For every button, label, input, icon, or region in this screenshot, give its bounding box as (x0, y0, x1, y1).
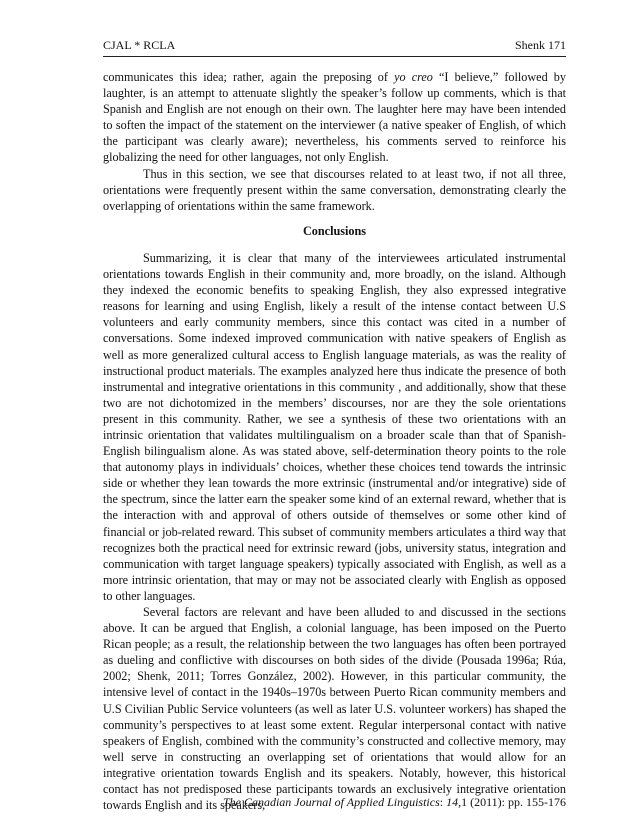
header-rule (103, 56, 566, 57)
footer-colon: : (439, 795, 447, 809)
running-header (103, 37, 566, 53)
running-head-page-number: Shenk 171 (515, 38, 566, 52)
paragraph-summary: Thus in this section, we see that discourses related to at least two, if not all three, orientations were frequently present within the same conversation, demonstrating clearly the overlapping of orientations within the same framework. (103, 166, 566, 213)
paragraph-text: “I believe,” followed by laughter, is an attempt to attenuate slightly the speaker’s follow up comments, which is that Spanish and English are not enough on their own. The laughter here may have been intended to soften the impact of the statement on the interviewer (a native speaker of English, of which the participant was clearly aware); nevertheless, his comments served to reinforce his globalizing the need for other languages, not only English. (103, 70, 566, 165)
footer-volume: 14 (446, 795, 459, 809)
italic-phrase: yo creo (394, 70, 433, 84)
paragraph-text: communicates this idea; rather, again the preposing of (103, 70, 395, 84)
section-heading: Conclusions (303, 223, 366, 238)
paragraph-continuation (103, 69, 566, 166)
paragraph-conclusions: Summarizing, it is clear that many of the interviewees articulated instrumental orientations towards English in their community and, more broadly, on the island. Although they indexed the economic benefits to speaking English, they also expressed integrative reasons for learning and using English, likely a result of the intense contact between U.S volunteers and early community members, since this contact was cited in a number of conversations. Some indexed improved communication with native speakers of English as well as more generalized cultural access to English language materials, as was the reality of instructional product materials. The examples analyzed here thus indicate the presence of both instrumental and integrative orientations in this community , and additionally, show that these two are not dichotomized in the members’ discourses, nor are they the sole orientations present in this community. Rather, we see a synthesis of these two orientations with an intrinsic orientation that validates multilingualism on a broader scale than that of Spanish-English bilingualism alone. As was stated above, self-determination theory points to the role that autonomy plays in individuals’ choices, whether these choices tend towards the intrinsic side or whether they lean towards the more extrinsic (instrumental and/or integrative) side of the spectrum, since the latter earn the speaker some kind of an external reward, whether that is the interaction with and approval of others outside of themselves or some other kind of financial or job-related reward. This subset of community members articulates a third way that recognizes both the practical need for extrinsic reward (jobs, university status, integration and communication with target language speakers) typically associated with English, as well as a more intrinsic orientation, that may or may not be associated clearly with English as opposed to other languages. (103, 250, 566, 603)
journal-abbreviation: CJAL * RCLA (103, 38, 176, 52)
footer-citation (103, 794, 566, 810)
footer-issue-pages: ,1 (2011): pp. 155-176 (458, 795, 566, 809)
body-text (103, 69, 566, 813)
paragraph-factors: Several factors are relevant and have been alluded to and discussed in the sections above. It can be argued that English, a colonial language, has been imposed on the Puerto Rican people; as a result, the relationship between the two languages has often been portrayed as dueling and conflictive with discourses on both sides of the divide (Pousada 1996a; Rúa, 2002; Shenk, 2011; Torres González, 2002). However, in this particular community, the intensive level of contact in the 1940s–1970s between Puerto Rican community members and U.S Civilian Public Service volunteers (as well as later U.S. volunteer workers) has shaped the community’s perspectives to at least some extent. Regular interpersonal contact with native speakers of English, combined with the community’s constructed and collective memory, may well serve in constructing an overlapping set of orientations that would allow for an integrative orientation towards English and its speakers. Notably, however, this historical contact has not predisposed these participants towards an exclusively integrative orientation towards English and its speakers, (103, 605, 566, 813)
footer-journal: The Canadian Journal of Applied Linguistics (222, 795, 440, 809)
